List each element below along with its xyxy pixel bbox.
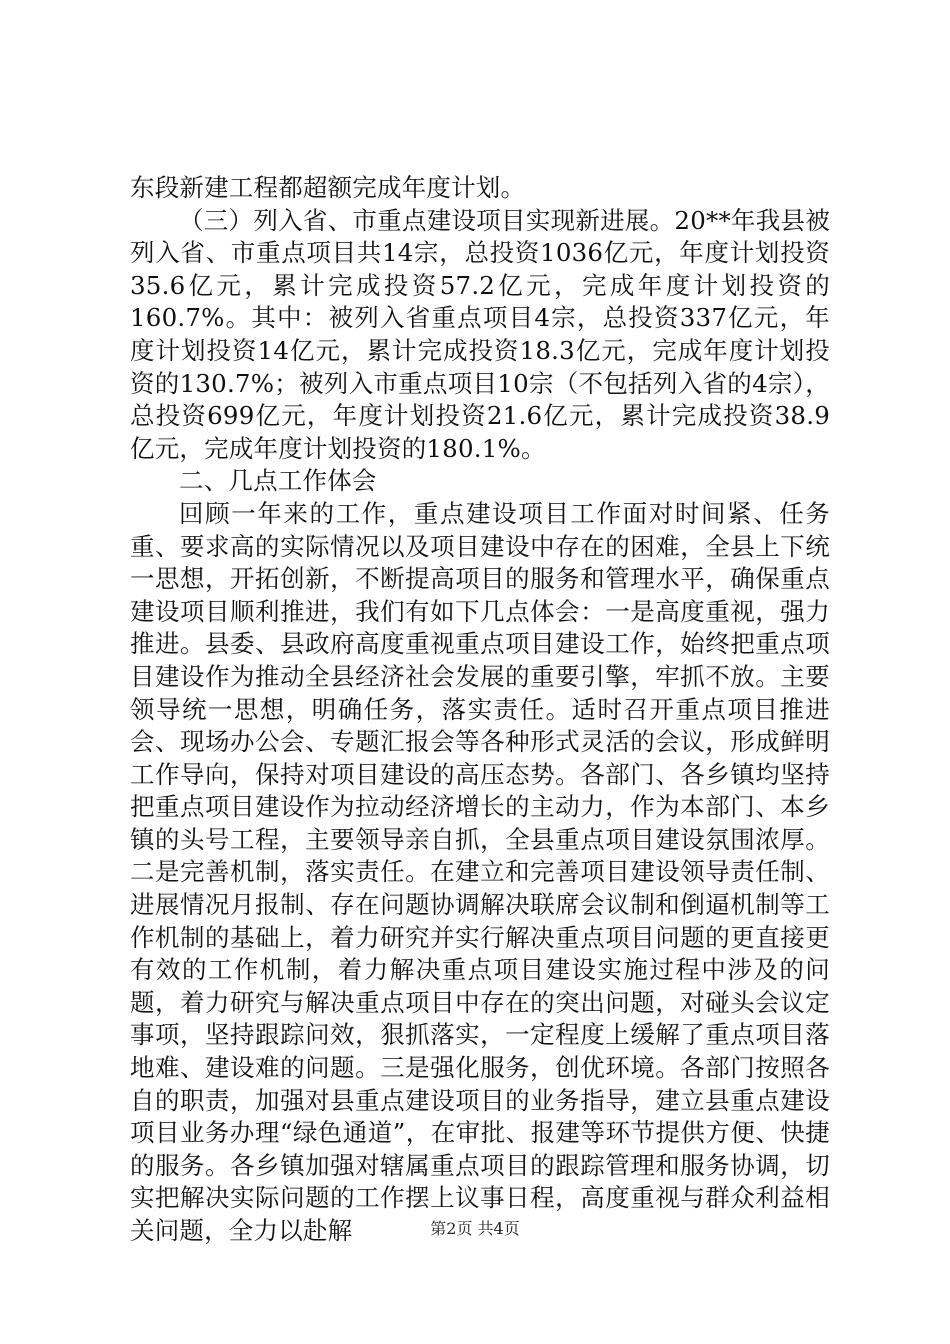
paragraph-experience: 回顾一年来的工作，重点建设项目工作面对时间紧、任务重、要求高的实际情况以及项目建设中存在的困难，全县上下统一思想，开拓创新，不断提高项目的服务和管理水平，确保重点建设项目顺利推进，我们有如下几点体会：一是高度重视，强力推进。县委、县政府高度重视重点项目建设工作，始终把重点项目建设作为推动全县经济社会发展的重要引擎，牢抓不放。主要领导统一思想，明确任务，落实责任。适时召开重点项目推进会、现场办公会、专题汇报会等各种形式灵活的会议，形成鲜明工作导向，保持对项目建设的高压态势。各部门、各乡镇均坚持把重点项目建设作为拉动经济增长的主动力，作为本部门、本乡镇的头号工程，主要领导亲自抓，全县重点项目建设氛围浓厚。二是完善机制，落实责任。在建立和完善项目建设领导责任制、进展情况月报制、存在问题协调解决联席会议制和倒逼机制等工作机制的基础上，着力研究并实行解决重点项目问题的更直接更有效的工作机制，着力解决重点项目建设实施过程中涉及的问题，着力研究与解决重点项目中存在的突出问题，对碰头会议定事项，坚持跟踪问效，狠抓落实，一定程度上缓解了重点项目落地难、建设难的问题。三是强化服务，创优环境。各部门按照各自的职责，加强对县重点建设项目的业务指导，建立县重点建设项目业务办理“绿色通道”，在审批、报建等环节提供方便、快捷的服务。各乡镇加强对辖属重点项目的跟踪管理和服务协调，切实把解决实际问题的工作摆上议事日程，高度重视与群众利益相关问题，全力以赴解 bbox=[130, 498, 830, 1245]
paragraph-section-three: （三）列入省、市重点建设项目实现新进展。20**年我县被列入省、市重点项目共14宗，总投资1036亿元，年度计划投资35.6亿元，累计完成投资57.2亿元，完成年度计划投资的160.7%。其中：被列入省重点项目4宗，总投资337亿元，年度计划投资14亿元，累计完成投资18.3亿元，完成年度计划投资的130.7%；被列入市重点项目10宗（不包括列入省的4宗），总投资699亿元，年度计划投资21.6亿元，累计完成投资38.9亿元，完成年度计划投资的180.1%。 bbox=[130, 205, 830, 463]
document-body bbox=[130, 172, 830, 1248]
section-heading: 二、几点工作体会 bbox=[179, 466, 377, 496]
paragraph-continuation: 东段新建工程都超额完成年度计划。 bbox=[130, 173, 526, 202]
page-footer: 第2页 共4页 bbox=[430, 1219, 520, 1238]
